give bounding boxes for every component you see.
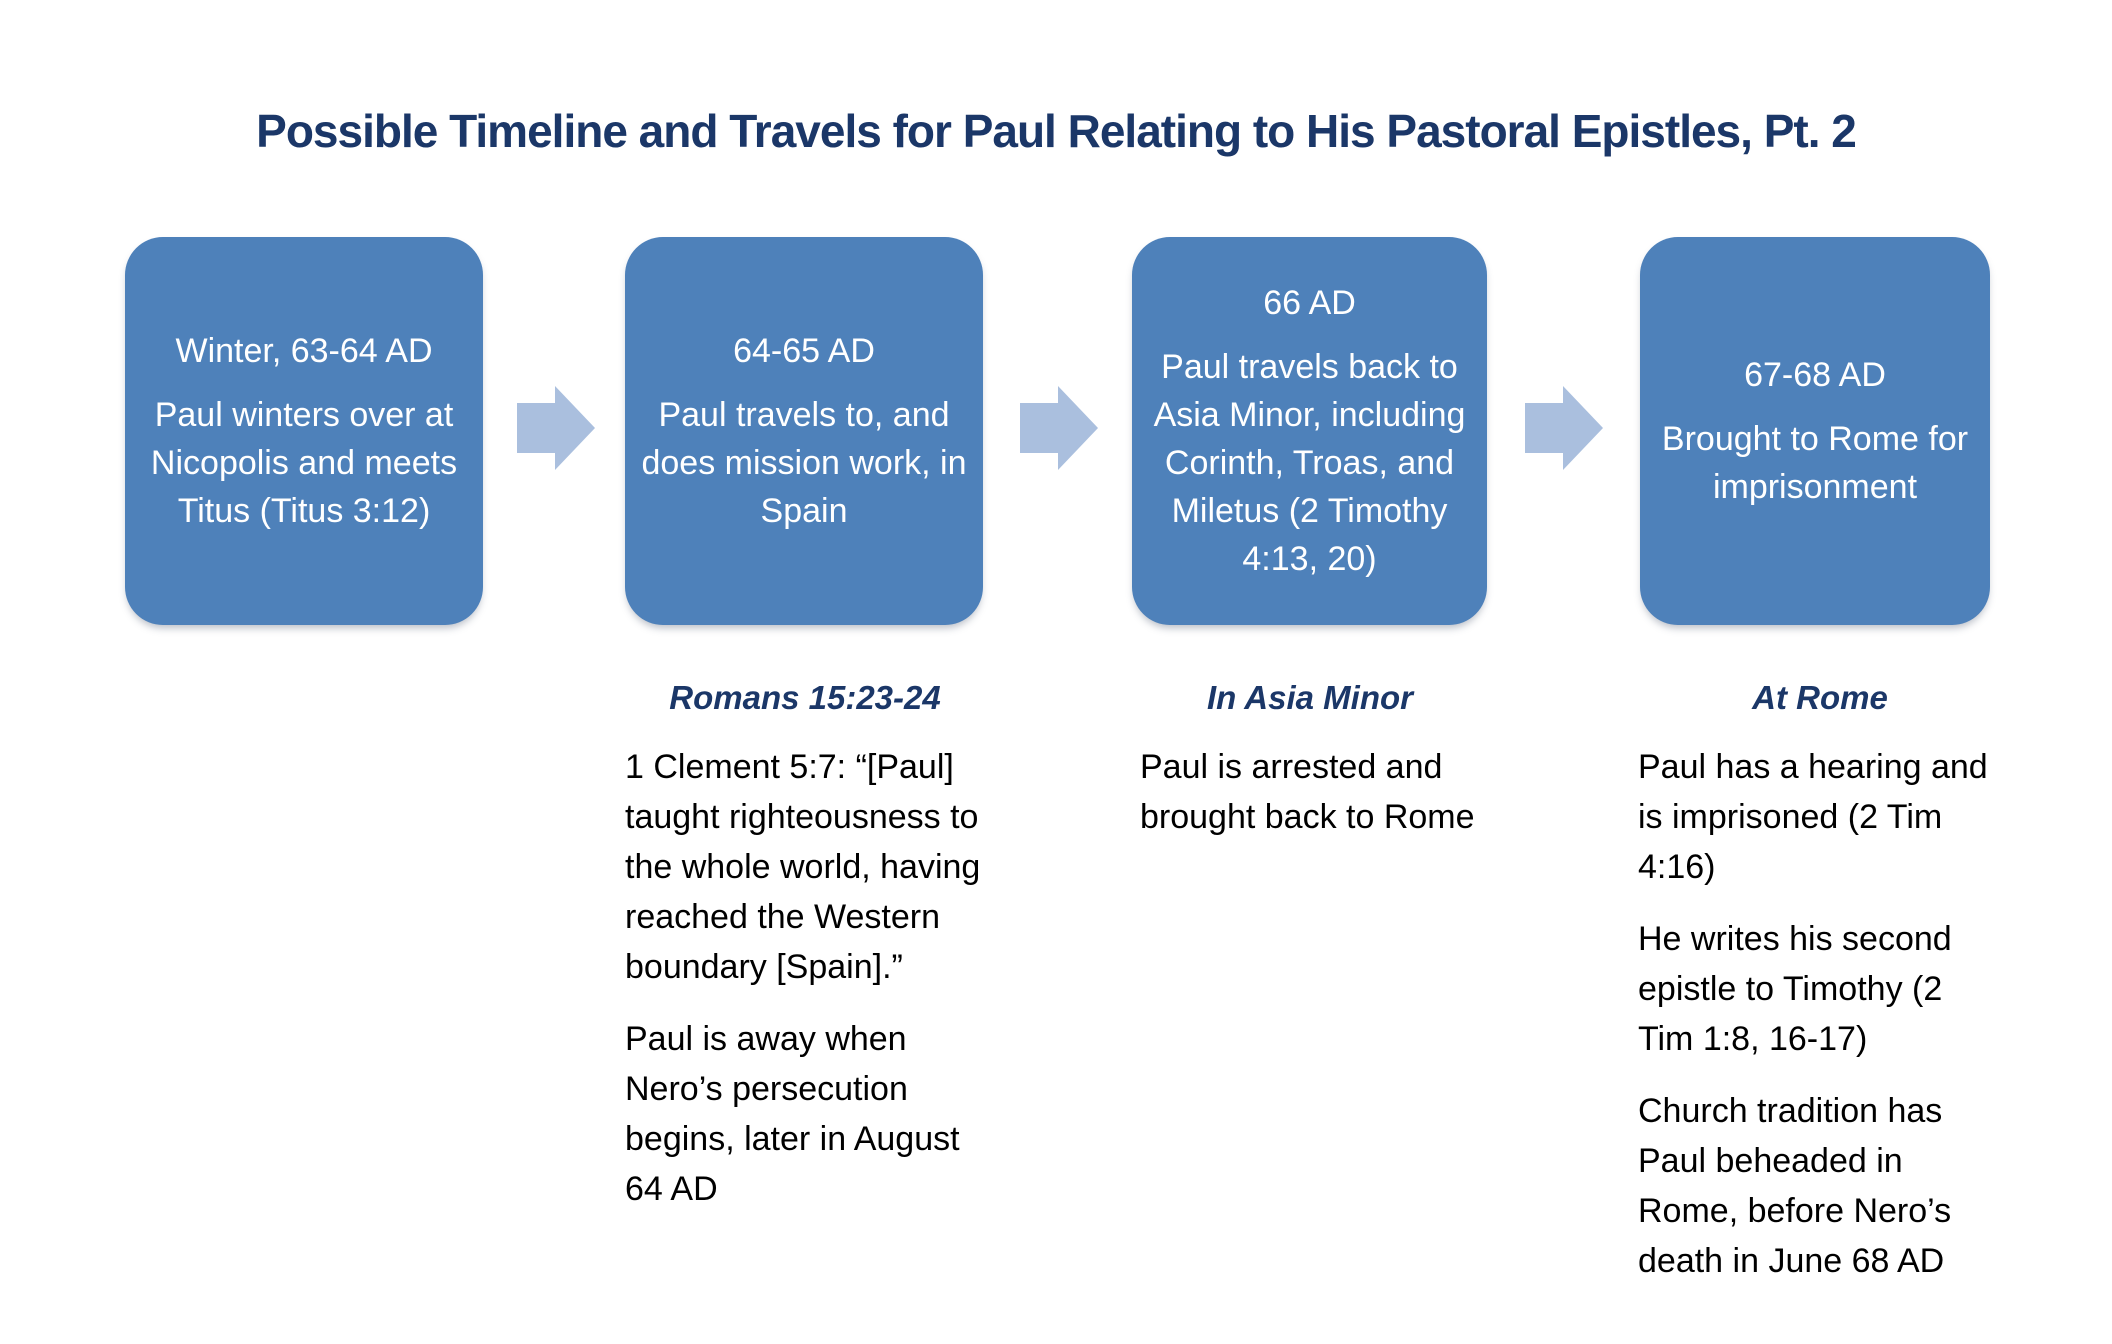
box-date: 64-65 AD	[733, 332, 875, 370]
box-date: 67-68 AD	[1744, 356, 1886, 394]
slide-title: Possible Timeline and Travels for Paul Relating to His Pastoral Epistles, Pt. 2	[256, 105, 1856, 157]
notes-column-spain	[625, 676, 985, 1236]
box-date: Winter, 63-64 AD	[175, 332, 433, 370]
note-paragraph: Paul is arrested and brought back to Rome	[1140, 748, 1475, 836]
note-paragraph: Paul is away when Nero’s persecution begins, later in August 64 AD	[625, 1020, 960, 1208]
timeline-box-nicopolis	[125, 237, 483, 625]
box-date: 66 AD	[1263, 284, 1356, 322]
notes-column-rome	[1638, 676, 2002, 1308]
notes-column-asia-minor	[1140, 676, 1480, 864]
note-paragraph: Church tradition has Paul beheaded in Rome, before Nero’s death in June 68 AD	[1638, 1092, 1952, 1280]
box-description: Paul winters over at Nicopolis and meets Titus (Titus 3:12)	[150, 396, 458, 530]
right-arrow-icon	[1525, 386, 1603, 470]
box-description: Paul travels to, and does mission work, in Spain	[641, 396, 967, 530]
note-paragraph: He writes his second epistle to Timothy (2 Tim 1:8, 16-17)	[1638, 920, 1952, 1058]
right-arrow-icon	[1020, 386, 1098, 470]
timeline-box-asia-minor	[1132, 237, 1487, 625]
note-paragraph: Paul has a hearing and is imprisoned (2 Tim 4:16)	[1638, 748, 1988, 886]
notes-heading: At Rome	[1752, 679, 1888, 716]
box-description: Paul travels back to Asia Minor, including Corinth, Troas, and Miletus (2 Timothy 4:13, 20)	[1153, 348, 1466, 578]
notes-heading: Romans 15:23-24	[669, 679, 941, 716]
timeline-box-rome	[1640, 237, 1990, 625]
timeline-box-spain	[625, 237, 983, 625]
right-arrow-icon	[517, 386, 595, 470]
box-description: Brought to Rome for imprisonment	[1661, 420, 1969, 506]
note-paragraph: 1 Clement 5:7: “[Paul] taught righteousness to the whole world, having reached the Western boundary [Spain].”	[625, 748, 981, 986]
notes-heading: In Asia Minor	[1207, 679, 1413, 716]
